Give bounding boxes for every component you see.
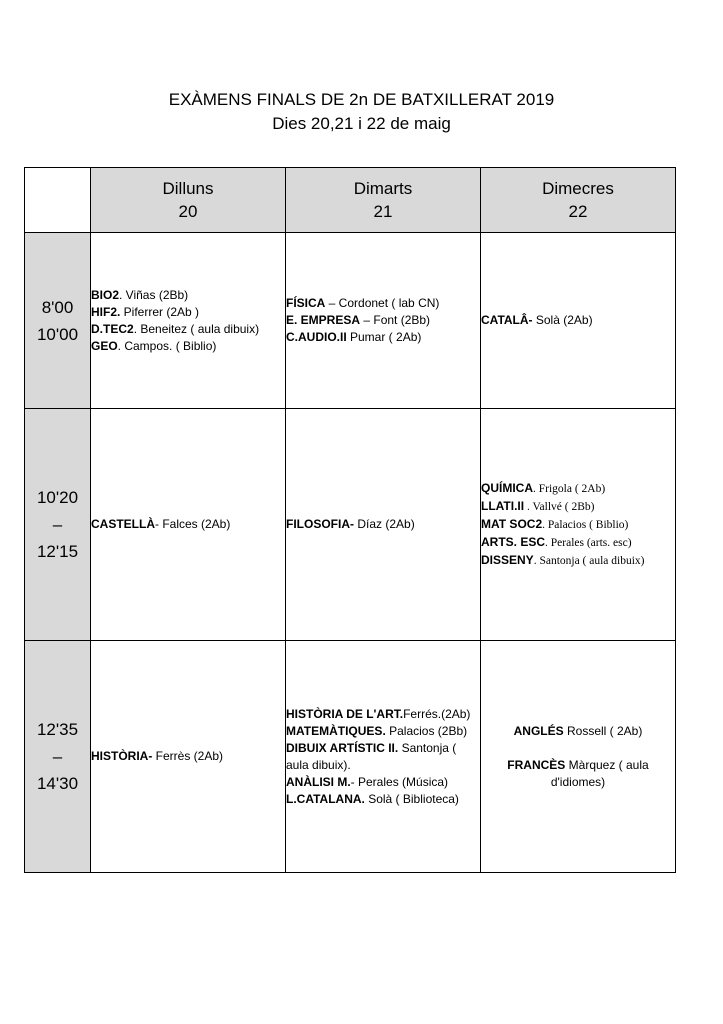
day-date: 20 — [178, 202, 198, 221]
exam-entry: CASTELLÀ- Falces (2Ab) — [91, 517, 231, 531]
day-name: Dilluns — [162, 179, 214, 198]
exam-entry: C.AUDIO.II Pumar ( 2Ab) — [286, 330, 422, 344]
header-row — [25, 168, 676, 233]
exam-cell-wednesday — [481, 409, 676, 641]
time-separator: – — [52, 747, 63, 766]
exam-entry: FÍSICA – Cordonet ( lab CN) — [286, 296, 440, 310]
day-name: Dimarts — [353, 179, 413, 198]
exam-entry: GEO. Campos. ( Biblio) — [91, 338, 217, 353]
exam-entry: QUÍMICA. Frigola ( 2Ab) — [481, 480, 606, 495]
exam-entry: HIF2. Piferrer (2Ab ) — [91, 304, 200, 319]
exam-entry: ANÀLISI M.- Perales (Música) — [286, 774, 449, 789]
day-name: Dimecres — [542, 179, 614, 198]
exam-cell-tuesday — [286, 409, 481, 641]
exam-cell-monday — [91, 641, 286, 873]
exam-entry: FILOSOFIA- Díaz (2Ab) — [286, 517, 415, 531]
time-start: 10'20 — [36, 488, 79, 507]
day-date: 22 — [568, 202, 588, 221]
exam-entry: HISTÒRIA DE L'ART.Ferrés.(2Ab) — [286, 706, 471, 721]
exam-entry: DIBUIX ARTÍSTIC II. Santonja ( aula dibuix). — [286, 740, 457, 772]
time-slot-cell — [25, 233, 91, 409]
day-header-wednesday — [481, 168, 676, 233]
exam-entry: E. EMPRESA – Font (2Bb) — [286, 313, 431, 327]
time-start: 12'35 — [36, 720, 79, 739]
time-end: 14'30 — [36, 774, 79, 793]
time-slot-cell — [25, 409, 91, 641]
document-title — [0, 88, 723, 136]
title-line-2: Dies 20,21 i 22 de maig — [272, 114, 451, 133]
exam-cell-monday — [91, 409, 286, 641]
exam-cell-wednesday — [481, 233, 676, 409]
exam-entry: ANGLÉS Rossell ( 2Ab) — [513, 723, 643, 738]
exam-entry: CATALÂ- Solà (2Ab) — [481, 313, 593, 327]
time-slot-cell — [25, 641, 91, 873]
time-end: 10'00 — [36, 324, 79, 344]
corner-cell — [25, 168, 91, 233]
exam-entry: DISSENY. Santonja ( aula dibuix) — [481, 552, 645, 567]
exam-entry: FRANCÈS Màrquez ( aula d'idiomes) — [507, 757, 649, 789]
exam-entry: MATEMÀTIQUES. Palacios (2Bb) — [286, 723, 468, 738]
day-header-monday — [91, 168, 286, 233]
exam-entry: HISTÒRIA- Ferrès (2Ab) — [91, 749, 224, 763]
exam-entry: MAT SOC2. Palacios ( Biblio) — [481, 516, 629, 531]
exam-cell-tuesday — [286, 233, 481, 409]
exam-cell-wednesday — [481, 641, 676, 873]
time-slot-row — [25, 641, 676, 873]
time-end: 12'15 — [36, 542, 79, 561]
time-slot-row — [25, 233, 676, 409]
exam-cell-tuesday — [286, 641, 481, 873]
title-line-1: EXÀMENS FINALS DE 2n DE BATXILLERAT 2019 — [168, 90, 555, 109]
exam-cell-monday — [91, 233, 286, 409]
time-separator: – — [52, 515, 63, 534]
day-date: 21 — [373, 202, 393, 221]
time-start: 8'00 — [41, 297, 74, 317]
day-header-tuesday — [286, 168, 481, 233]
exam-entry: ARTS. ESC. Perales (arts. esc) — [481, 534, 632, 549]
exam-schedule-table — [24, 167, 676, 873]
time-slot-row — [25, 409, 676, 641]
exam-entry: L.CATALANA. Solà ( Biblioteca) — [286, 791, 459, 806]
exam-entry: D.TEC2. Beneitez ( aula dibuix) — [91, 321, 260, 336]
spacer — [481, 740, 675, 757]
exam-entry: LLATI.II . Vallvé ( 2Bb) — [481, 498, 595, 513]
exam-entry: BIO2. Viñas (2Bb) — [91, 287, 189, 302]
